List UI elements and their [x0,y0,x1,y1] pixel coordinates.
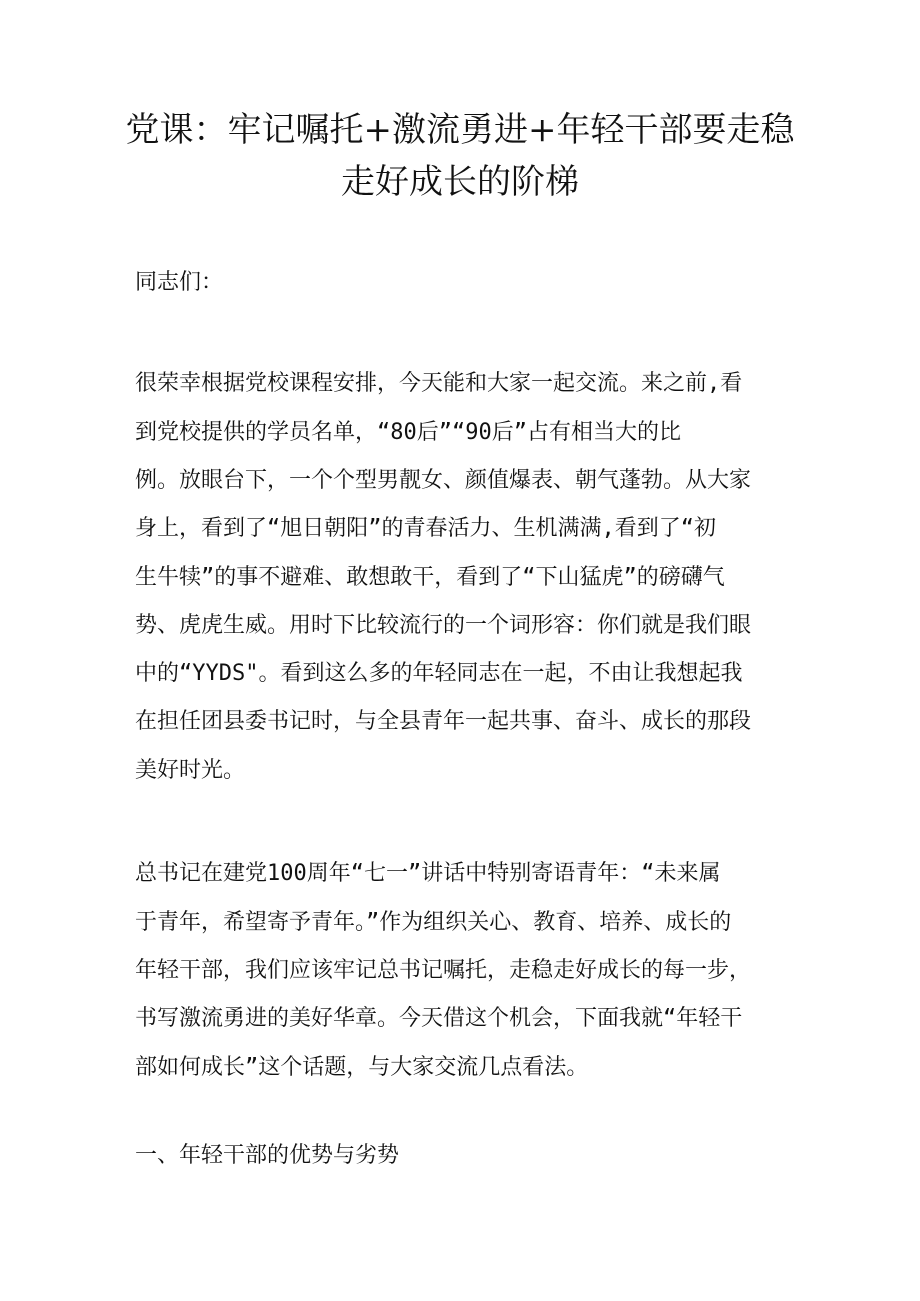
paragraph-1-line: 很荣幸根据党校课程安排，今天能和大家一起交流。来之前,看 [135,371,743,396]
salutation: 同志们： [135,270,224,295]
paragraph-1-line: 生牛犊”的事不避难、敢想敢干，看到了“下山猛虎”的磅礴气 [135,565,725,590]
paragraph-2-line: 年轻干部，我们应该牢记总书记嘱托，走稳走好成长的每一步， [135,958,752,983]
document-title-line-1: 党课：牢记嘱托+激流勇进+年轻干部要走稳 [125,110,795,150]
paragraph-1-line: 例。放眼台下，一个个型男靓女、颜值爆表、朝气蓬勃。从大家 [135,468,752,493]
paragraph-1-line: 美好时光。 [135,758,246,783]
paragraph-1-line: 中的“YYDS"。看到这么多的年轻同志在一起，不由让我想起我 [135,661,743,686]
paragraph-2-line: 于青年，希望寄予青年。”作为组织关心、教育、培养、成长的 [135,910,732,935]
paragraph-1-line: 到党校提供的学员名单，“80后”“90后”占有相当大的比 [135,420,681,445]
section-1-heading: 一、年轻干部的优势与劣势 [135,1143,400,1168]
paragraph-2-line: 部如何成长”这个话题，与大家交流几点看法。 [135,1055,589,1080]
paragraph-1-line: 身上，看到了“旭日朝阳”的青春活力、生机满满,看到了“初 [135,516,716,541]
paragraph-1-line: 势、虎虎生威。用时下比较流行的一个词形容：你们就是我们眼 [135,613,752,638]
paragraph-1-line: 在担任团县委书记时，与全县青年一起共事、奋斗、成长的那段 [135,709,752,734]
paragraph-2-line: 书写激流勇进的美好华章。今天借这个机会，下面我就“年轻干 [135,1006,743,1031]
paragraph-2-line: 总书记在建党100周年“七一”讲话中特别寄语青年：“未来属 [135,861,721,886]
document-title-line-2: 走好成长的阶梯 [341,162,579,202]
